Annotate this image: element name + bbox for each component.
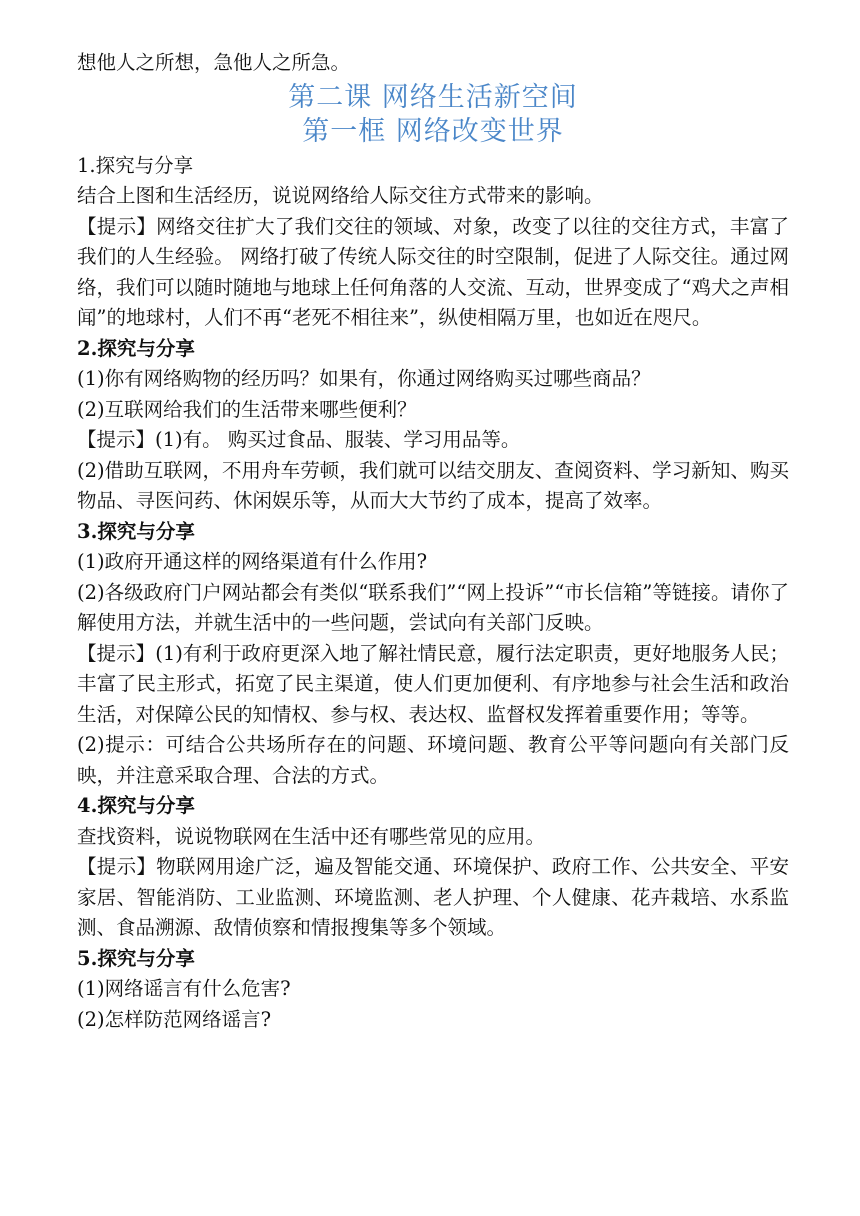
section-1-heading: 1.探究与分享 <box>77 153 194 177</box>
section-4-hint: 【提示】物联网用途广泛，遍及智能交通、环境保护、政府工作、公共安全、平安家居、智能消防、工业监测、环境监测、老人护理、个人健康、花卉栽培、水系监测、食品溯源、敌情侦察和情报搜集等多个领域。 <box>77 855 789 939</box>
section-2-heading: 2.探究与分享 <box>77 336 195 360</box>
frame-title: 第一框 网络改变世界 <box>302 115 564 147</box>
document-page <box>77 48 789 1035</box>
section-3-question-1: (1)政府开通这样的网络渠道有什么作用? <box>77 550 428 573</box>
section-4-heading: 4.探究与分享 <box>77 794 195 817</box>
section-5-question-2: (2)怎样防范网络谣言? <box>77 1007 272 1031</box>
section-2-hint-1: 【提示】(1)有。 购买过食品、服装、学习用品等。 <box>77 428 521 451</box>
lead-line: 想他人之所想，急他人之所急。 <box>77 51 351 74</box>
section-5-heading: 5.探究与分享 <box>77 946 195 970</box>
section-3-hint-2: (2)提示：可结合公共场所存在的问题、环境问题、教育公平等问题向有关部门反映，并注意采取合理、合法的方式。 <box>77 733 789 787</box>
section-1-hint: 【提示】网络交往扩大了我们交往的领域、对象，改变了以往的交往方式，丰富了我们的人生经验。 网络打破了传统人际交往的时空限制，促进了人际交往。通过网络，我们可以随时随地与地球上任何角落的人交流、互动，世界变成了“鸡犬之声相闻”的地球村，人们不再“老死不相往来”，纵使相隔万里，也如近在咫尺。 <box>77 214 789 329</box>
section-4-question: 查找资料，说说物联网在生活中还有哪些常见的应用。 <box>77 824 546 848</box>
section-3-question-2: (2)各级政府门户网站都会有类似“联系我们”“网上投诉”“市长信箱”等链接。请你了解使用方法，并就生活中的一些问题，尝试向有关部门反映。 <box>77 580 789 634</box>
lesson-title: 第二课 网络生活新空间 <box>288 81 578 113</box>
section-5-question-1: (1)网络谣言有什么危害? <box>77 977 291 1000</box>
section-1-question: 结合上图和生活经历，说说网络给人际交往方式带来的影响。 <box>77 184 604 207</box>
section-3-hint-1: 【提示】(1)有利于政府更深入地了解社情民意，履行法定职责，更好地服务人民；丰富了民主形式，拓宽了民主渠道，使人们更加便利、有序地参与社会生活和政治生活，对保障公民的知情权、参与权、表达权、监督权发挥着重要作用；等等。 <box>77 641 789 726</box>
section-2-question-1: (1)你有网络购物的经历吗？如果有，你通过网络购买过哪些商品？ <box>77 367 651 390</box>
section-2-hint-2: (2)借助互联网，不用舟车劳顿，我们就可以结交朋友、查阅资料、学习新知、购买物品、寻医问药、休闲娱乐等，从而大大节约了成本，提高了效率。 <box>77 458 789 512</box>
section-2-question-2: (2)互联网给我们的生活带来哪些便利？ <box>77 397 417 421</box>
section-3-heading: 3.探究与分享 <box>77 519 195 543</box>
